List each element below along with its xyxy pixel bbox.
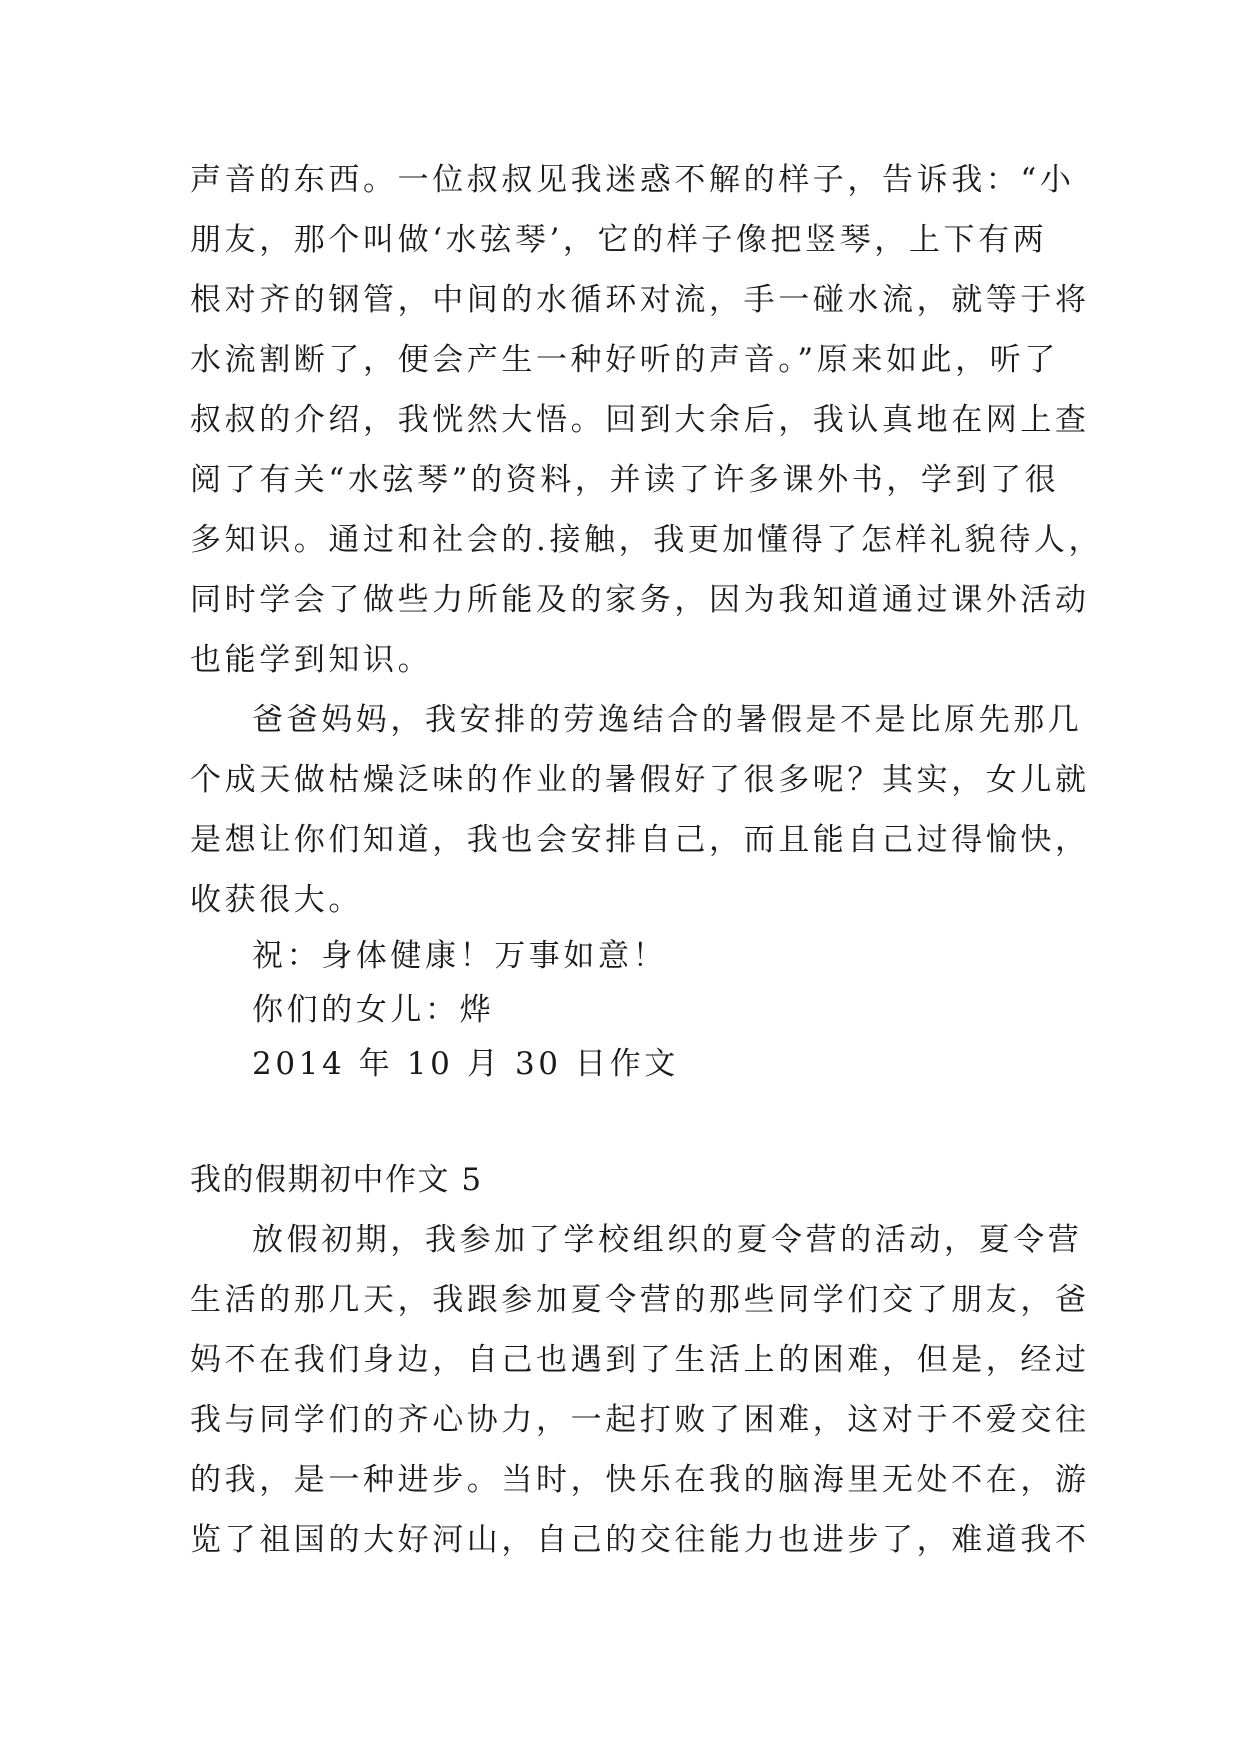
paragraph-line: 朋友，那个叫做‘水弦琴’，它的样子像把竖琴，上下有两 [190,222,1048,258]
paragraph-line: 放假初期，我参加了学校组织的夏令营的活动，夏令营 [252,1222,1083,1258]
paragraph-line: 的我，是一种进步。当时，快乐在我的脑海里无处不在，游 [190,1462,1090,1498]
paragraph-line: 根对齐的钢管，中间的水循环对流，手一碰水流，就等于将 [190,282,1090,318]
date-line: 2014 年 10 月 30 日作文 [252,1046,679,1082]
paragraph-line: 声音的东西。一位叔叔见我迷惑不解的样子，告诉我：“小 [190,162,1075,198]
paragraph-line: 爸爸妈妈，我安排的劳逸结合的暑假是不是比原先那几 [252,702,1083,738]
section-title: 我的假期初中作文 5 [190,1162,483,1198]
paragraph-line: 多知识。通过和社会的.接触，我更加懂得了怎样礼貌待人， [190,522,1104,558]
closing-wish: 祝：身体健康！万事如意！ [252,938,668,974]
paragraph-line: 也能学到知识。 [190,642,433,678]
paragraph-line: 阅了有关“水弦琴”的资料，并读了许多课外书，学到了很 [190,462,1060,498]
paragraph-line: 叔叔的介绍，我恍然大悟。回到大余后，我认真地在网上查 [190,402,1090,438]
paragraph-line: 同时学会了做些力所能及的家务，因为我知道通过课外活动 [190,582,1090,618]
paragraph-line: 妈不在我们身边，自己也遇到了生活上的困难，但是，经过 [190,1342,1090,1378]
paragraph-line: 我与同学们的齐心协力，一起打败了困难，这对于不爱交往 [190,1402,1090,1438]
paragraph-line: 生活的那几天，我跟参加夏令营的那些同学们交了朋友，爸 [190,1282,1090,1318]
paragraph-line: 收获很大。 [190,882,363,918]
paragraph-line: 览了祖国的大好河山，自己的交往能力也进步了，难道我不 [190,1522,1090,1558]
paragraph-line: 是想让你们知道，我也会安排自己，而且能自己过得愉快， [190,822,1090,858]
signature: 你们的女儿：烨 [252,992,495,1028]
paragraph-line: 个成天做枯燥泛味的作业的暑假好了很多呢？其实，女儿就 [190,762,1090,798]
paragraph-line: 水流割断了，便会产生一种好听的声音。”原来如此，听了 [190,342,1059,378]
